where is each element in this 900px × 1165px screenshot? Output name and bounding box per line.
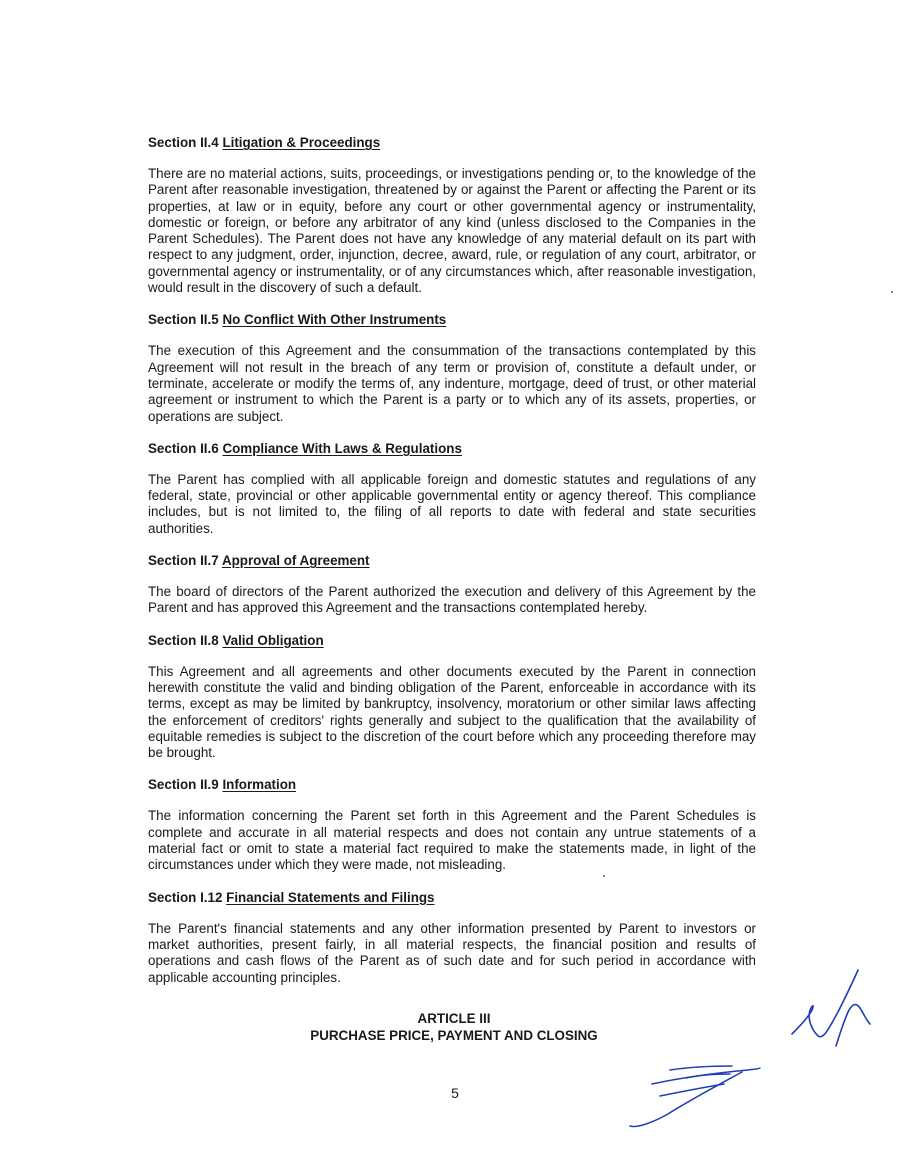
section-body: The board of directors of the Parent authorized the execution and delivery of this Agreement by the Parent and has approved this Agreement and the transactions contemplated hereby.: [148, 584, 756, 616]
section-title: Financial Statements and Filings: [226, 889, 435, 905]
article-number: ARTICLE III: [417, 1011, 491, 1026]
section-title: Approval of Agreement: [221, 553, 370, 569]
section-body: This Agreement and all agreements and other documents executed by the Parent in connection herewith constitute the valid and binding obligation of the Parent, enforceable in accordance with its terms, except as may be limited by bankruptcy, insolvency, moratorium or other similar laws affecting the enforcement of creditors' rights generally and subject to the qualification that the availability of equitable remedies is subject to the discretion of the court before which any proceeding therefore may be brought.: [148, 663, 756, 761]
section-body: There are no material actions, suits, proceedings, or investigations pending or, to the knowledge of the Parent after reasonable investigation, threatened by or against the Parent or affecting the Parent or its properties, at law or in equity, before any court or other governmental agency or instrumentality, domestic or foreign, or before any arbitrator of any kind (unless disclosed to the Companies in the Parent Schedules). The Parent does not have any knowledge of any material default on its part with respect to any judgment, order, injunction, decree, award, rule, or regulation of any court, arbitrator, or governmental agency or instrumentality, or of any circumstances which, after reasonable investigation, would result in the discovery of such a default.: [148, 166, 756, 296]
section-body: The information concerning the Parent set forth in this Agreement and the Parent Schedules is complete and accurate in all material respects and does not contain any untrue statements of a material fact or omit to state a material fact required to make the statements made, in light of the circumstances under which they were made, not misleading.: [148, 808, 756, 873]
section-number: Section II.9: [148, 777, 219, 793]
section-title: No Conflict With Other Instruments: [222, 312, 447, 328]
section-body: The execution of this Agreement and the consummation of the transactions contemplated by this Agreement will not result in the breach of any term or provision of, constitute a default under, or terminate, accelerate or modify the terms of, any indenture, mortgage, deed of trust, or other material agreement or instrument to which the Parent is a party or to which any of its assets, properties, or operations are subject.: [148, 343, 756, 424]
article-title: PURCHASE PRICE, PAYMENT AND CLOSING: [310, 1027, 598, 1043]
section-number: Section II.5: [148, 312, 219, 328]
initials-mark: [792, 970, 870, 1046]
section-body: The Parent has complied with all applicable foreign and domestic statutes and regulations of any federal, state, provincial or other applicable governmental entity or agency thereof. This compliance includes, but is not limited to, the filing of all reports to date with federal and state securities authorities.: [148, 471, 756, 536]
page-number: 5: [451, 1085, 459, 1101]
section-number: Section II.4: [148, 135, 219, 150]
section-title: Compliance With Laws & Regulations: [222, 440, 462, 456]
section-number: Section II.8: [148, 632, 219, 648]
section-number: Section I.12: [148, 889, 223, 905]
section-title: Information: [222, 777, 297, 793]
section-title: Litigation & Proceedings: [222, 135, 381, 150]
section-number: Section II.6: [148, 440, 219, 456]
section-body: The Parent's financial statements and any other information presented by Parent to investors or market authorities, present fairly, in all material respects, the financial position and results of operations and cash flows of the Parent as of such date and for such period in accordance with applicable accounting principles.: [148, 920, 756, 985]
signature-mark: [630, 1066, 760, 1127]
section-title: Valid Obligation: [222, 632, 324, 648]
scan-speck: [603, 875, 605, 877]
scan-speck: [891, 291, 893, 293]
section-number: Section II.7: [148, 553, 219, 569]
